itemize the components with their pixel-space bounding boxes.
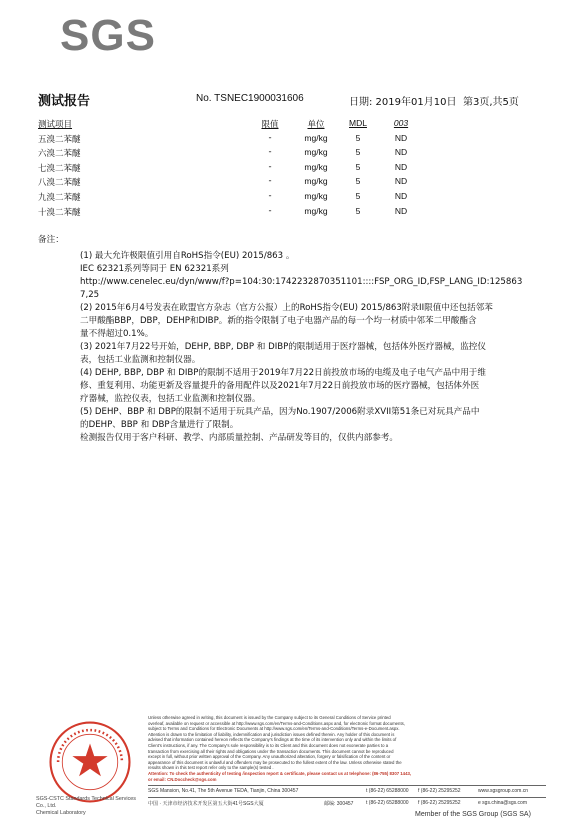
terms-line: Client's instructions, if any. The Company's sole responsibility is to its Client and this document does not exonerate parties to a [148,742,389,748]
note-line: (5) DEHP、BBP 和 DBP的限制不适用于玩具产品，因为No.1907/2006附录XVII第51条已对玩具产品中 [80,407,480,417]
address-chinese [148,797,546,809]
results-table [38,118,558,220]
row-mdl: 5 [355,190,361,201]
row-limit: - [268,132,272,143]
header-unit: 单位 [307,119,325,129]
row-unit: mg/kg [304,132,328,143]
terms-line: Attention is drawn to the limitation of liability, indemnification and jurisdiction issues defined therein. Any holder of this document is [148,731,395,737]
note-line: 7,25 [80,290,100,300]
note-line: 疗器械，监控仪表，包括工业监测和控制仪器。 [80,394,261,404]
table-row [38,162,558,177]
seal-caption-company: SGS-CSTC Standards Technical Services Co., Ltd. [36,796,136,809]
row-mdl: 5 [355,132,361,143]
sgs-logo [60,11,170,62]
note-line: 量不得超过0.1%。 [80,329,154,339]
terms-and-conditions [148,715,540,782]
terms-line: Unless otherwise agreed in writing, this document is issued by the Company subject to its General Conditions of Service printed [148,715,391,720]
row-limit: - [268,205,272,216]
row-result: ND [394,176,408,187]
row-result: ND [394,190,408,201]
address-block [148,785,546,809]
row-mdl: 5 [355,147,361,158]
notes-title: 备注： [38,235,64,245]
seal-caption-lab: Chemical Laboratory [36,810,86,816]
tel-cn: t (86-22) 65288000 [366,800,409,806]
terms-line: results shown in this test report refer only to the sample(s) tested . [148,765,274,771]
row-item: 七溴二苯醚 [38,163,81,174]
report-date: 日期: 2019年01月10日 [349,97,457,108]
website: www.sgsgroup.com.cn [478,788,529,794]
note-line: http://www.cenelec.eu/dyn/www/f?p=104:30:1742232870351101::::FSP_ORG_ID,FSP_LANG_ID:125863 [80,277,523,287]
sgs-logo-text: SGS [60,11,156,60]
authenticity-email: or email: CN.Doccheck@sgs.com [148,776,217,782]
report-number: No. TSNEC1900031606 [196,93,304,104]
terms-line: appearance of this document is unlawful and offenders may be prosecuted to the fullest extent of the law. Unless otherwise stated the [148,759,402,765]
address-english [148,785,546,797]
row-item: 九溴二苯醚 [38,192,81,203]
terms-line: overleaf, available on request or accessible at http://www.sgs.com/en/Terms-and-Conditions.aspx and, for electronic format documents, [148,720,405,726]
note-line: IEC 62321系列等同于 EN 62321系列 [80,264,229,274]
row-result: ND [394,147,408,158]
table-row [38,133,558,148]
row-mdl: 5 [355,161,361,172]
note-line: (4) DEHP, BBP, DBP 和 DIBP的限制不适用于2019年7月22日前投放市场的电缆及电子电气产品中用于维 [80,368,486,378]
row-limit: - [268,161,272,172]
row-item: 六溴二苯醚 [38,149,81,160]
note-line: 表，包括工业监测和控制仪器。 [80,355,201,365]
row-item: 十溴二苯醚 [38,207,81,218]
table-row [38,176,558,191]
zip-cn: 邮编: 300457 [324,801,354,807]
inspection-seal-icon [48,720,132,804]
report-title: 测试报告 [38,94,91,109]
row-unit: mg/kg [304,176,328,187]
terms-line: except in full, without prior written approval of the Company. Any unauthorized alteration, forgery or falsification of the content or [148,754,391,760]
row-mdl: 5 [355,205,361,216]
table-row [38,191,558,206]
terms-line: transaction from exercising all their rights and obligations under the transaction documents. This document cannot be reproduced [148,748,394,754]
header-result: 003 [393,118,409,128]
note-line: 修、重复利用、功能更新及容量提升的备用配件以及2021年7月22日前投放市场的医疗器械，包括体外医 [80,381,480,391]
header-mdl: MDL [349,118,367,128]
terms-line: advised that information contained hereon reflects the Company's findings at the time of its intervention only and within the limits of [148,737,397,743]
note-line: 二甲酸酯BBP，DBP，DEHP和DIBP。新的指令限制了电子电器产品的每一个均一材质中邻苯二甲酸酯含 [80,316,477,326]
report-header [38,90,548,108]
fax-cn: f (86-22) 25295252 [418,800,461,806]
row-mdl: 5 [355,176,361,187]
row-result: ND [394,161,408,172]
note-line: (3) 2021年7月22号开始，DEHP, BBP, DBP 和 DIBP的限制适用于医疗器械，包括体外医疗器械，监控仪 [80,342,486,352]
note-line: 检测报告仅用于客户科研、教学、内部质量控制、产品研发等目的，仅供内部参考。 [80,433,398,443]
table-row [38,147,558,162]
row-item: 五溴二苯醚 [38,134,81,145]
header-limit: 限值 [261,120,279,130]
notes-body [38,250,550,445]
row-unit: mg/kg [304,205,328,216]
table-header-row [38,118,558,133]
row-limit: - [268,147,272,158]
row-limit: - [268,176,272,187]
authenticity-notice: Attention: To check the authenticity of testing /inspection report & certificate, please contact us at telephone: (86-755) 8307 1443, [148,770,412,776]
tel-en: t (86-22) 65288000 [366,788,409,794]
row-result: ND [394,132,408,143]
terms-line: subject to Terms and Conditions for Electronic Documents at http://www.sgs.com/en/Terms-and-Conditions/Terms-e-Document.aspx. [148,726,400,732]
email-cn: e sgs.china@sgs.com [478,800,527,806]
notes-section [38,234,550,445]
sgs-member-note: Member of the SGS Group (SGS SA) [415,811,531,818]
address-cn: 中国 · 天津市经济技术开发区第五大街41号SGS大厦 [148,801,264,807]
header-item: 测试项目 [38,120,73,130]
row-item: 八溴二苯醚 [38,178,81,189]
row-unit: mg/kg [304,190,328,201]
table-row [38,206,558,221]
page-indicator: 第3页,共5页 [463,97,519,108]
note-line: (1) 最大允许极限值引用自RoHS指令(EU) 2015/863 。 [80,251,295,261]
note-line: 的DEHP、BBP 和 DBP含量进行了限制。 [80,420,239,430]
row-unit: mg/kg [304,161,328,172]
address-en: SGS Mansion, No.41, The 5th Avenue TEDA, Tianjin, China 300457 [148,788,299,794]
fax-en: f (86-22) 25295252 [418,788,461,794]
row-unit: mg/kg [304,147,328,158]
note-line: (2) 2015年6月4号发表在欧盟官方杂志（官方公报）上的RoHS指令(EU) 2015/863附录II限值中还包括邻苯 [80,303,493,313]
seal-caption [36,796,146,817]
row-limit: - [268,190,272,201]
row-result: ND [394,205,408,216]
